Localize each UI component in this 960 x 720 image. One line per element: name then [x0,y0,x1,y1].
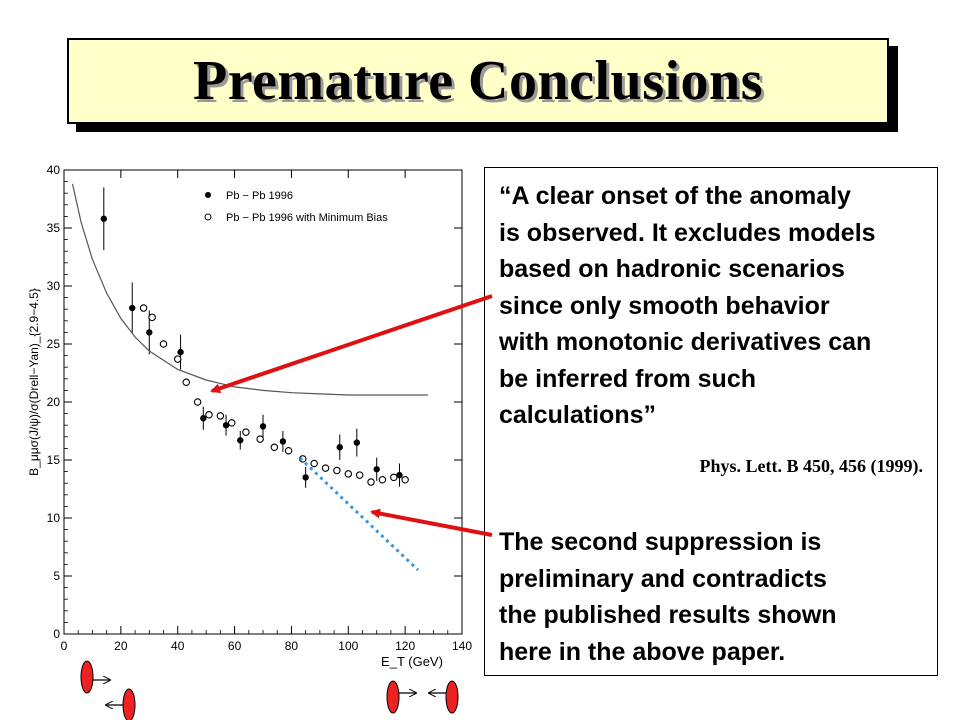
x-tick-label: 0 [60,639,68,653]
data-point-open [402,477,408,483]
data-point-open [311,460,317,466]
slide-title: Premature Conclusions [193,50,763,112]
x-tick-label: 20 [114,639,128,653]
quote-line: “A clear onset of the anomaly [499,182,851,210]
y-axis-label: B_μμσ(J/ψ)/σ(Drell−Yan)_{2.9−4.5} [27,288,41,476]
x-axis-label: E_T (GeV) [381,654,443,669]
quote-panel [484,167,938,676]
note-line: the published results shown [499,601,837,629]
data-point-filled [177,349,183,355]
data-point-open [257,436,263,442]
data-point-open [356,472,362,478]
data-point-open [149,314,155,320]
data-point-open [271,444,277,450]
data-point-open [285,448,291,454]
quote-text [499,178,929,434]
data-point-open [322,465,328,471]
x-tick-label: 80 [284,639,299,653]
nav-previous-button[interactable] [106,689,135,720]
y-tick-label: 5 [53,569,60,583]
note-line: The second suppression is [499,528,822,556]
title-banner [67,38,889,124]
data-point-filled [302,474,308,480]
y-tick-label: 10 [46,511,60,525]
data-point-open [334,467,340,473]
y-tick-label: 15 [46,453,60,467]
y-tick-label: 40 [46,163,60,177]
quote-line: be inferred from such [499,364,756,393]
nav-capsule-icon [81,661,93,693]
data-point-filled [146,329,152,335]
y-tick-label: 20 [46,395,60,409]
data-point-filled [129,305,135,311]
jpsi-suppression-plot [0,150,490,670]
data-point-open [217,413,223,419]
x-tick-label: 100 [338,639,359,653]
data-point-open [379,477,385,483]
nav-capsule-icon [387,681,399,713]
data-point-filled [337,444,343,450]
legend-marker-filled [205,192,211,198]
quote-line: based on hadronic scenarios [499,255,845,283]
nav-capsule-icon [123,689,135,720]
legend-label: Pb − Pb 1996 with Minimum Bias [226,212,388,224]
note-text [499,524,929,670]
quote-line: with monotonic derivatives can [499,328,872,356]
data-point-open [300,456,306,462]
data-point-open [206,412,212,418]
note-line: preliminary and contradicts [499,564,827,593]
nav-last-button[interactable] [429,681,458,713]
data-point-open [345,471,351,477]
data-point-filled [280,438,286,444]
data-point-open [140,305,146,311]
data-point-open [183,379,189,385]
data-point-open [243,429,249,435]
y-tick-label: 0 [53,627,60,641]
data-point-filled [374,466,380,472]
data-point-open [194,399,200,405]
data-point-filled [237,437,243,443]
quote-line: calculations” [499,401,656,429]
y-tick-label: 25 [46,337,60,351]
data-point-filled [354,439,360,445]
nav-next-button[interactable] [387,681,416,713]
data-point-open [368,479,374,485]
x-tick-label: 60 [227,639,242,653]
plot-frame [64,170,462,634]
quote-line: since only smooth behavior [499,291,830,320]
data-point-filled [260,423,266,429]
legend-marker-open [205,214,211,220]
legend-label: Pb − Pb 1996 [226,190,293,202]
quote-line: is observed. It excludes models [499,218,876,247]
nav-capsule-icon [446,681,458,713]
data-point-open [229,420,235,426]
data-point-filled [101,216,107,222]
y-tick-label: 30 [46,279,60,293]
x-tick-label: 120 [395,639,416,653]
x-tick-label: 40 [171,639,185,653]
x-tick-label: 140 [451,639,473,653]
data-point-open [160,341,166,347]
data-point-open [175,356,181,362]
data-point-open [391,474,397,480]
citation: Phys. Lett. B 450, 456 (1999). [699,456,923,476]
note-line: here in the above paper. [499,637,786,666]
y-tick-label: 35 [46,221,60,235]
